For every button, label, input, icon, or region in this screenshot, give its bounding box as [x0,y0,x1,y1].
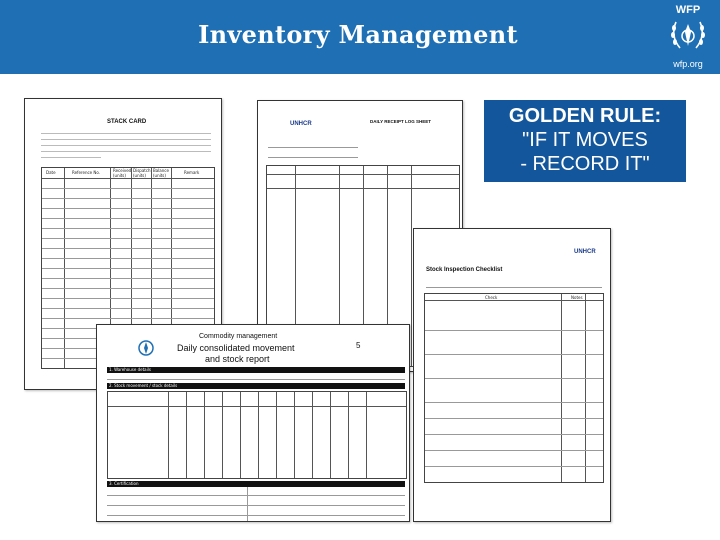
receipt-log-title: DAILY RECEIPT LOG SHEET [370,119,432,124]
col-check: Check [485,295,498,300]
stock-inspection-org: UNHCR [574,249,596,255]
report-title-line2: and stock report [205,354,270,364]
golden-rule-callout [484,100,686,182]
consolidated-report-document [96,324,410,522]
stock-inspection-document [413,228,611,522]
section2-label: 2. Stock movement / stock details [109,383,178,388]
report-title-line1: Daily consolidated movement [177,343,295,353]
col-balance: Balance (units) [153,168,169,178]
wfp-emblem-icon [137,339,155,357]
golden-rule-heading: GOLDEN RULE: [508,105,662,127]
section3-label: 3. Certification [109,481,139,486]
section1-label: 1. Warehouse details [109,367,151,372]
wheat-wreath-icon [668,16,708,54]
wfp-logo [660,4,716,70]
stack-card-title: STACK CARD [107,119,147,125]
report-subtitle: Commodity management [199,333,278,340]
header-bar [0,0,720,74]
section1-bar [107,367,405,373]
receipt-log-org: UNHCR [290,121,312,127]
stock-inspection-table [424,293,604,483]
golden-rule-line3: - RECORD IT" [520,153,650,175]
report-table [107,391,407,479]
wfp-logo-url: wfp.org [673,59,703,69]
col-dispatch: Dispatch (units) [133,168,151,178]
col-date: Date [46,170,56,175]
golden-rule-line2: "IF IT MOVES [522,129,648,151]
col-remark: Remark [184,170,200,175]
section2-bar [107,383,405,389]
wfp-logo-text: WFP [675,4,701,16]
col-received: Received (units) [113,168,132,178]
report-number: 5 [356,341,361,350]
page-title: Inventory Management [198,20,518,49]
col-reference: Reference No. [72,170,101,175]
stock-inspection-title: Stock Inspection Checklist [426,267,503,273]
section3-bar [107,481,405,487]
col-notes: Notes [571,295,583,300]
